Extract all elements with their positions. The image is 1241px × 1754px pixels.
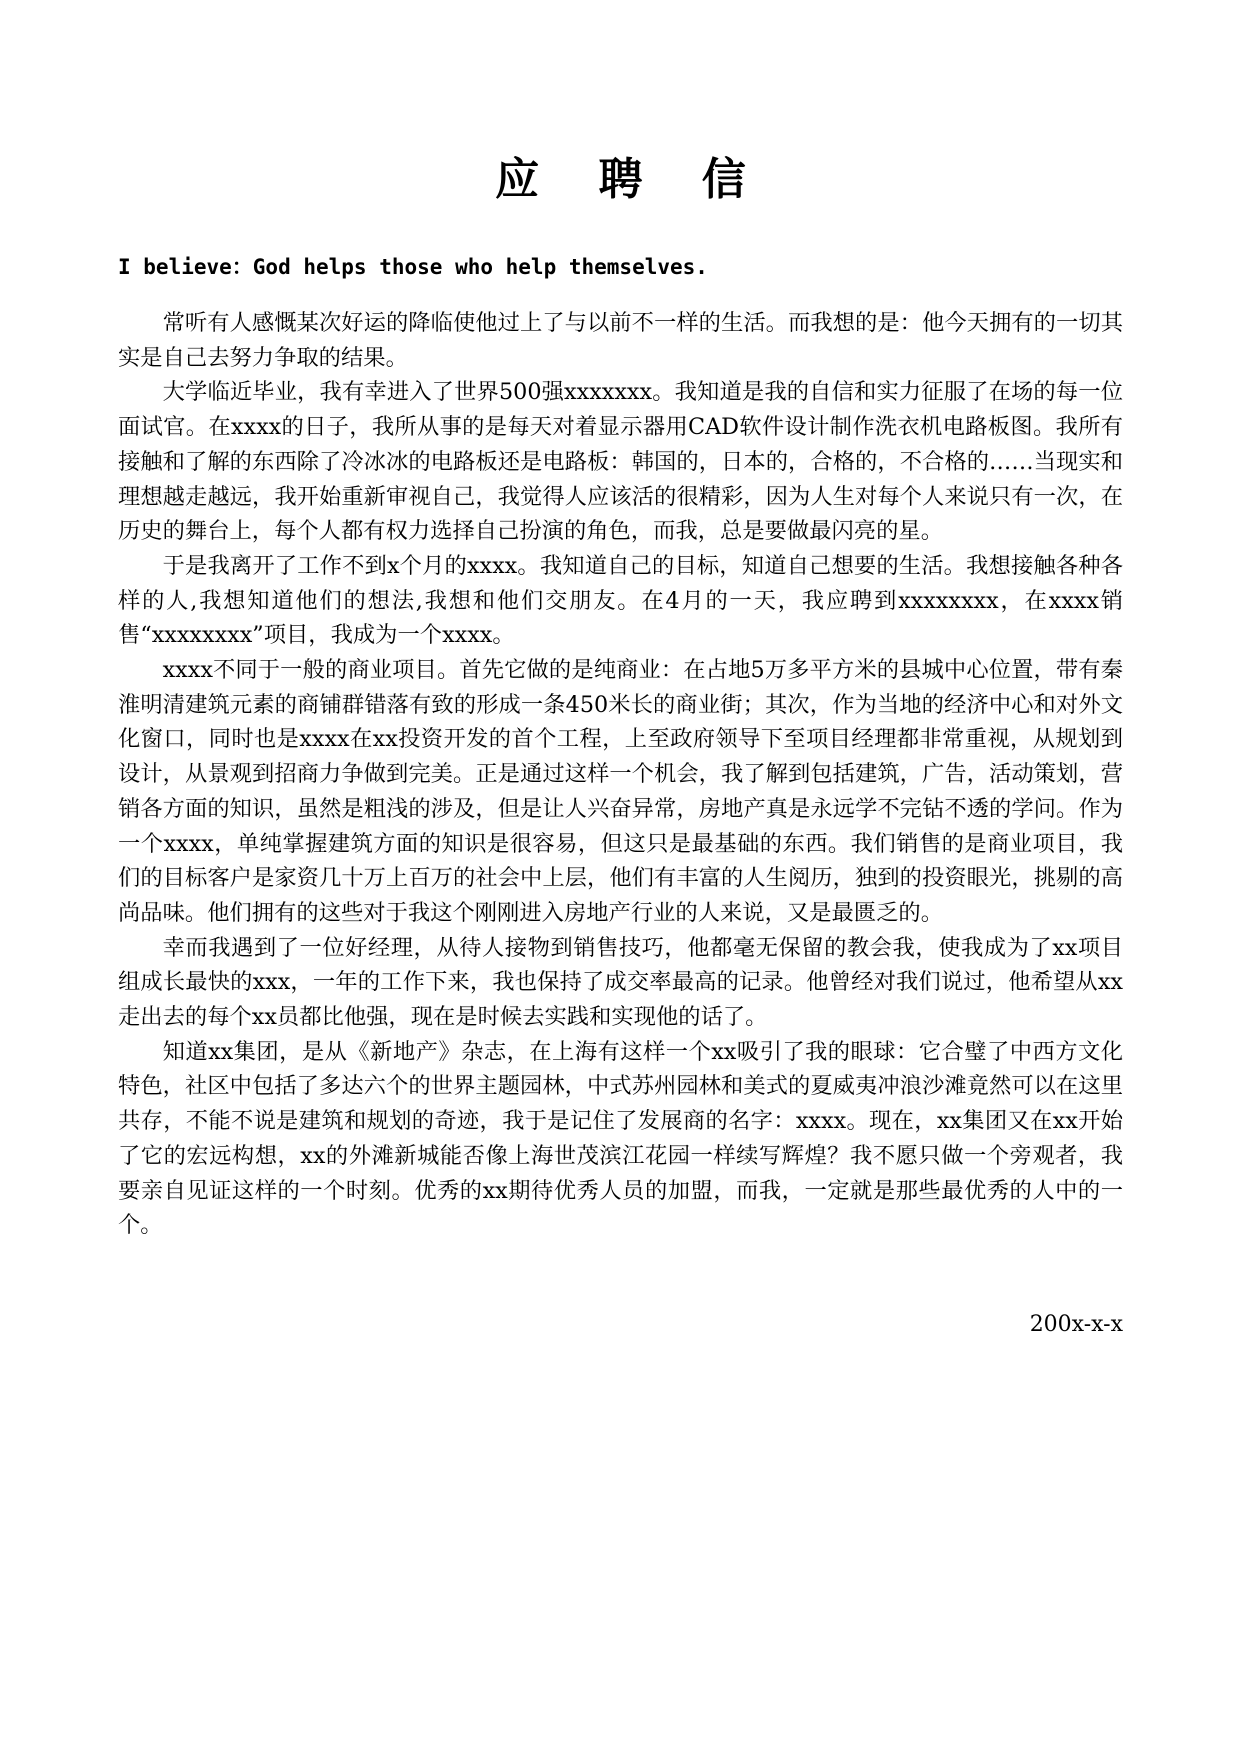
motto-line: I believe：God helps those who help themselves. — [118, 255, 708, 279]
letter-title: 应 聘 信 — [495, 154, 768, 205]
paragraph-4: xxxx不同于一般的商业项目。首先它做的是纯商业：在占地5万多平方米的县城中心位置，带有秦淮明清建筑元素的商铺群错落有致的形成一条450米长的商业街；其次，作为当地的经济中心和对外文化窗口，同时也是xxxx在xx投资开发的首个工程，上至政府领导下至项目经理都非常重视，从规划到设计，从景观到招商力争做到完美。正是通过这样一个机会，我了解到包括建筑，广告，活动策划，营销各方面的知识，虽然是粗浅的涉及，但是让人兴奋异常，房地产真是永远学不完钻不透的学问。作为一个xxxx，单纯掌握建筑方面的知识是很容易，但这只是最基础的东西。我们销售的是商业项目，我们的目标客户是家资几十万上百万的社会中上层，他们有丰富的人生阅历，独到的投资眼光，挑剔的高尚品味。他们拥有的这些对于我这个刚刚进入房地产行业的人来说，又是最匮乏的。 — [118, 657, 1123, 926]
paragraph-2: 大学临近毕业，我有幸进入了世界500强xxxxxxx。我知道是我的自信和实力征服了在场的每一位面试官。在xxxx的日子，我所从事的是每天对着显示器用CAD软件设计制作洗衣机电路板图。我所有接触和了解的东西除了冷冰冰的电路板还是电路板：韩国的，日本的，合格的，不合格的……当现实和理想越走越远，我开始重新审视自己，我觉得人应该活的很精彩，因为人生对每个人来说只有一次，在历史的舞台上，每个人都有权力选择自己扮演的角色，而我，总是要做最闪亮的星。 — [118, 379, 1123, 545]
paragraph-1: 常听有人感慨某次好运的降临使他过上了与以前不一样的生活。而我想的是：他今天拥有的一切其实是自己去努力争取的结果。 — [118, 310, 1123, 371]
paragraph-6: 知道xx集团，是从《新地产》杂志，在上海有这样一个xx吸引了我的眼球：它合璧了中西方文化特色，社区中包括了多达六个的世界主题园林，中式苏州园林和美式的夏威夷冲浪沙滩竟然可以在这里共存，不能不说是建筑和规划的奇迹，我于是记住了发展商的名字：xxxx。现在，xx集团又在xx开始了它的宏远构想，xx的外滩新城能否像上海世茂滨江花园一样续写辉煌？我不愿只做一个旁观者，我要亲自见证这样的一个时刻。优秀的xx期待优秀人员的加盟，而我，一定就是那些最优秀的人中的一个。 — [118, 1038, 1123, 1239]
letter-date: 200x-x-x — [1029, 1312, 1123, 1337]
paragraph-5: 幸而我遇到了一位好经理，从待人接物到销售技巧，他都毫无保留的教会我，使我成为了xx项目组成长最快的xxx，一年的工作下来，我也保持了成交率最高的记录。他曾经对我们说过，他希望从xx走出去的每个xx员都比他强，现在是时候去实践和实现他的话了。 — [118, 934, 1123, 1031]
letter-body — [118, 306, 1123, 1243]
paragraph-3: 于是我离开了工作不到x个月的xxxx。我知道自己的目标，知道自己想要的生活。我想接触各种各样的人,我想知道他们的想法,我想和他们交朋友。在4月的一天，我应聘到xxxxxxxx，在xxxx销售“xxxxxxxx”项目，我成为一个xxxx。 — [118, 552, 1123, 649]
